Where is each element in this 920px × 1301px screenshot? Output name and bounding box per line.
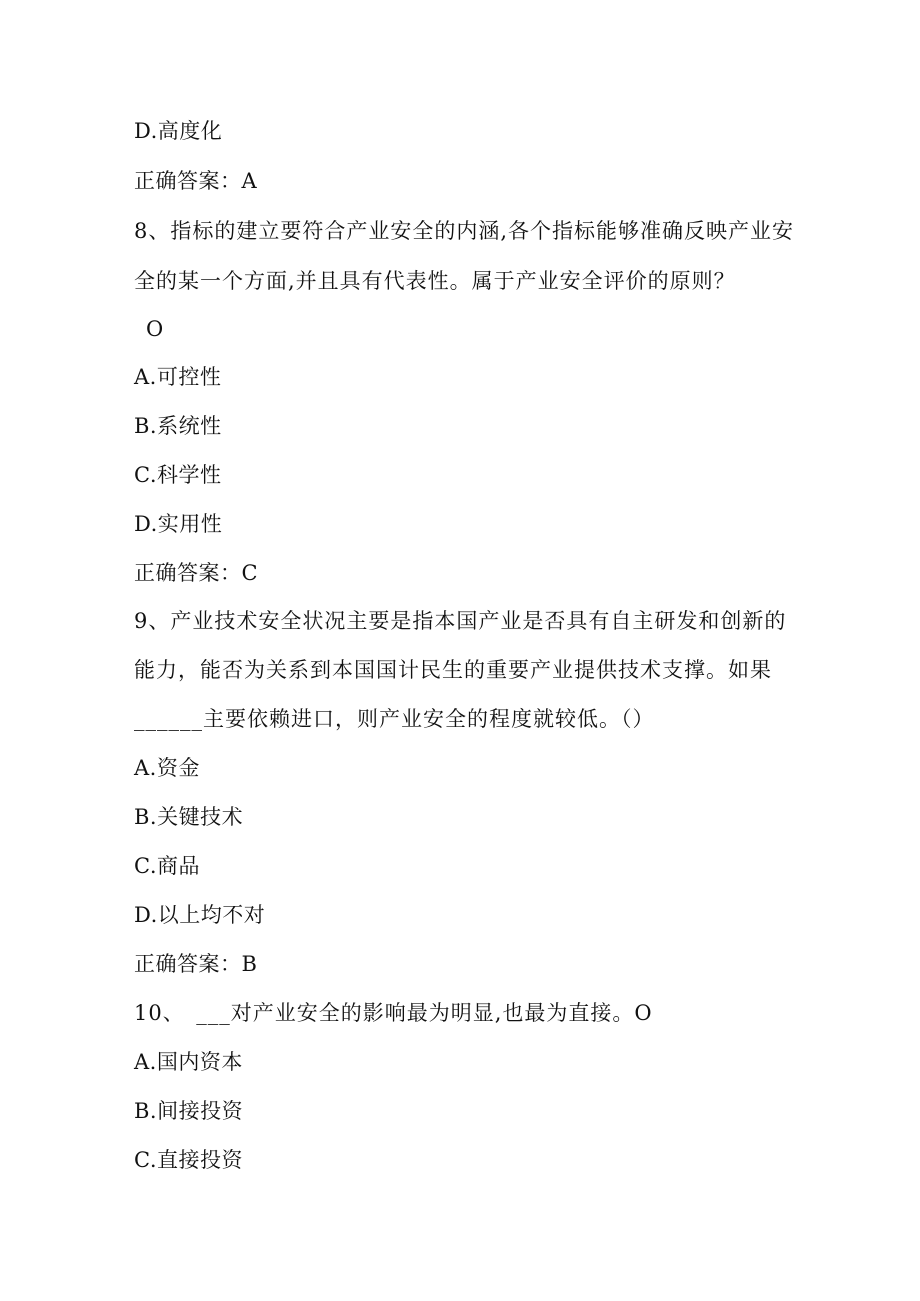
q9-option-a: A.资金: [134, 756, 200, 780]
q9-option-c: C.商品: [134, 854, 200, 878]
q8-option-b: B.系统性: [134, 414, 222, 438]
q9-text-line-3: ______主要依赖进口，则产业安全的程度就较低。（）: [134, 707, 655, 731]
q8-text-line-3: O: [146, 317, 164, 341]
q10-option-b: B.间接投资: [134, 1099, 244, 1123]
q8-option-c: C.科学性: [134, 463, 222, 487]
q8-text-line-1: 8、指标的建立要符合产业安全的内涵,各个指标能够准确反映产业安: [134, 219, 795, 243]
q9-text-line-2: 能力，能否为关系到本国国计民生的重要产业提供技术支撑。如果: [134, 658, 772, 682]
q8-option-d: D.实用性: [134, 512, 223, 536]
q10-text-line-1: 10、 ___对产业安全的影响最为明显,也最为直接。O: [134, 1001, 653, 1025]
q8-option-a: A.可控性: [134, 365, 222, 389]
q8-answer: 正确答案：C: [134, 561, 259, 585]
q8-text-line-2: 全的某一个方面,并且具有代表性。属于产业安全评价的原则？: [134, 269, 736, 293]
q7-option-d: D.高度化: [134, 119, 223, 143]
q7-answer: 正确答案：A: [134, 169, 258, 193]
q9-option-b: B.关键技术: [134, 805, 244, 829]
q9-option-d: D.以上均不对: [134, 903, 266, 927]
q10-option-a: A.国内资本: [134, 1050, 243, 1074]
q9-text-line-1: 9、产业技术安全状况主要是指本国产业是否具有自主研发和创新的: [134, 609, 787, 633]
q9-answer: 正确答案：B: [134, 952, 258, 976]
q10-option-c: C.直接投资: [134, 1148, 243, 1172]
